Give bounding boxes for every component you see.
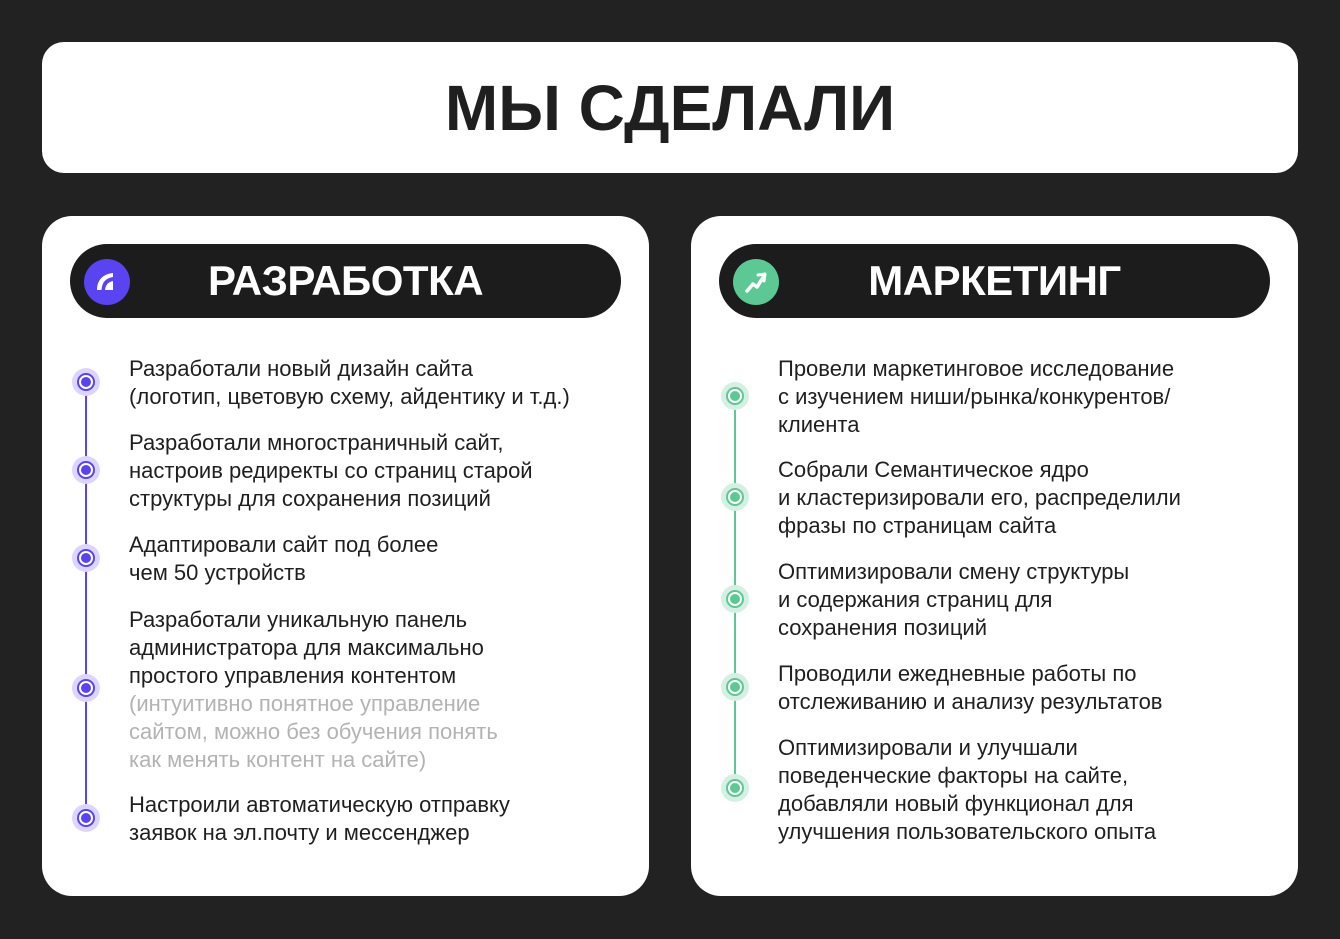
timeline-dot	[721, 483, 749, 511]
item-text: Проводили ежедневные работы по отслеживанию и анализу результатов	[778, 661, 1163, 714]
marketing-item-1	[778, 355, 1288, 439]
item-text: Разработали уникальную панель администратора для максимально простого управления контентом	[129, 607, 484, 688]
marketing-item-4	[778, 660, 1288, 716]
marketing-item-2	[778, 456, 1288, 540]
development-timeline	[85, 382, 87, 818]
development-header-pill	[70, 244, 621, 318]
marketing-header-pill	[719, 244, 1270, 318]
timeline-dot	[721, 585, 749, 613]
development-item-3	[129, 531, 639, 587]
item-text: Адаптировали сайт под более чем 50 устройств	[129, 532, 439, 585]
item-text: Провели маркетинговое исследование с изучением ниши/рынка/конкурентов/ клиента	[778, 356, 1175, 437]
development-item-2	[129, 429, 639, 513]
item-text: Собрали Семантическое ядро и кластеризировали его, распределили фразы по страницам сайта	[778, 457, 1181, 538]
timeline-dot	[72, 674, 100, 702]
item-text: Разработали многостраничный сайт, настроив редиректы со страниц старой структуры для сохранения позиций	[129, 430, 533, 511]
timeline-dot	[721, 673, 749, 701]
title-card	[42, 42, 1298, 173]
marketing-panel	[691, 216, 1298, 896]
item-text: Разработали новый дизайн сайта (логотип, цветовую схему, айдентику и т.д.)	[129, 356, 570, 409]
timeline-dot	[721, 774, 749, 802]
marketing-title: МАРКЕТИНГ	[868, 257, 1121, 304]
item-text: Оптимизировали смену структуры и содержания страниц для сохранения позиций	[778, 559, 1130, 640]
development-panel	[42, 216, 649, 896]
page-title: МЫ СДЕЛАЛИ	[444, 71, 896, 144]
marketing-item-5	[778, 734, 1288, 846]
development-item-4	[129, 606, 639, 774]
timeline-dot	[72, 544, 100, 572]
development-item-1	[129, 355, 639, 411]
marketing-item-3	[778, 558, 1288, 642]
timeline-dot	[72, 368, 100, 396]
timeline-dot	[72, 804, 100, 832]
item-text: Оптимизировали и улучшали поведенческие факторы на сайте, добавляли новый функционал для улучшения пользовательского опыта	[778, 735, 1157, 844]
timeline-dot	[72, 456, 100, 484]
development-item-5	[129, 791, 639, 847]
item-note: (интуитивно понятное управление сайтом, можно без обучения понять как менять контент на сайте)	[129, 691, 498, 772]
development-title: РАЗРАБОТКА	[207, 257, 484, 304]
timeline-dot	[721, 382, 749, 410]
item-text: Настроили автоматическую отправку заявок на эл.почту и мессенджер	[129, 792, 510, 845]
